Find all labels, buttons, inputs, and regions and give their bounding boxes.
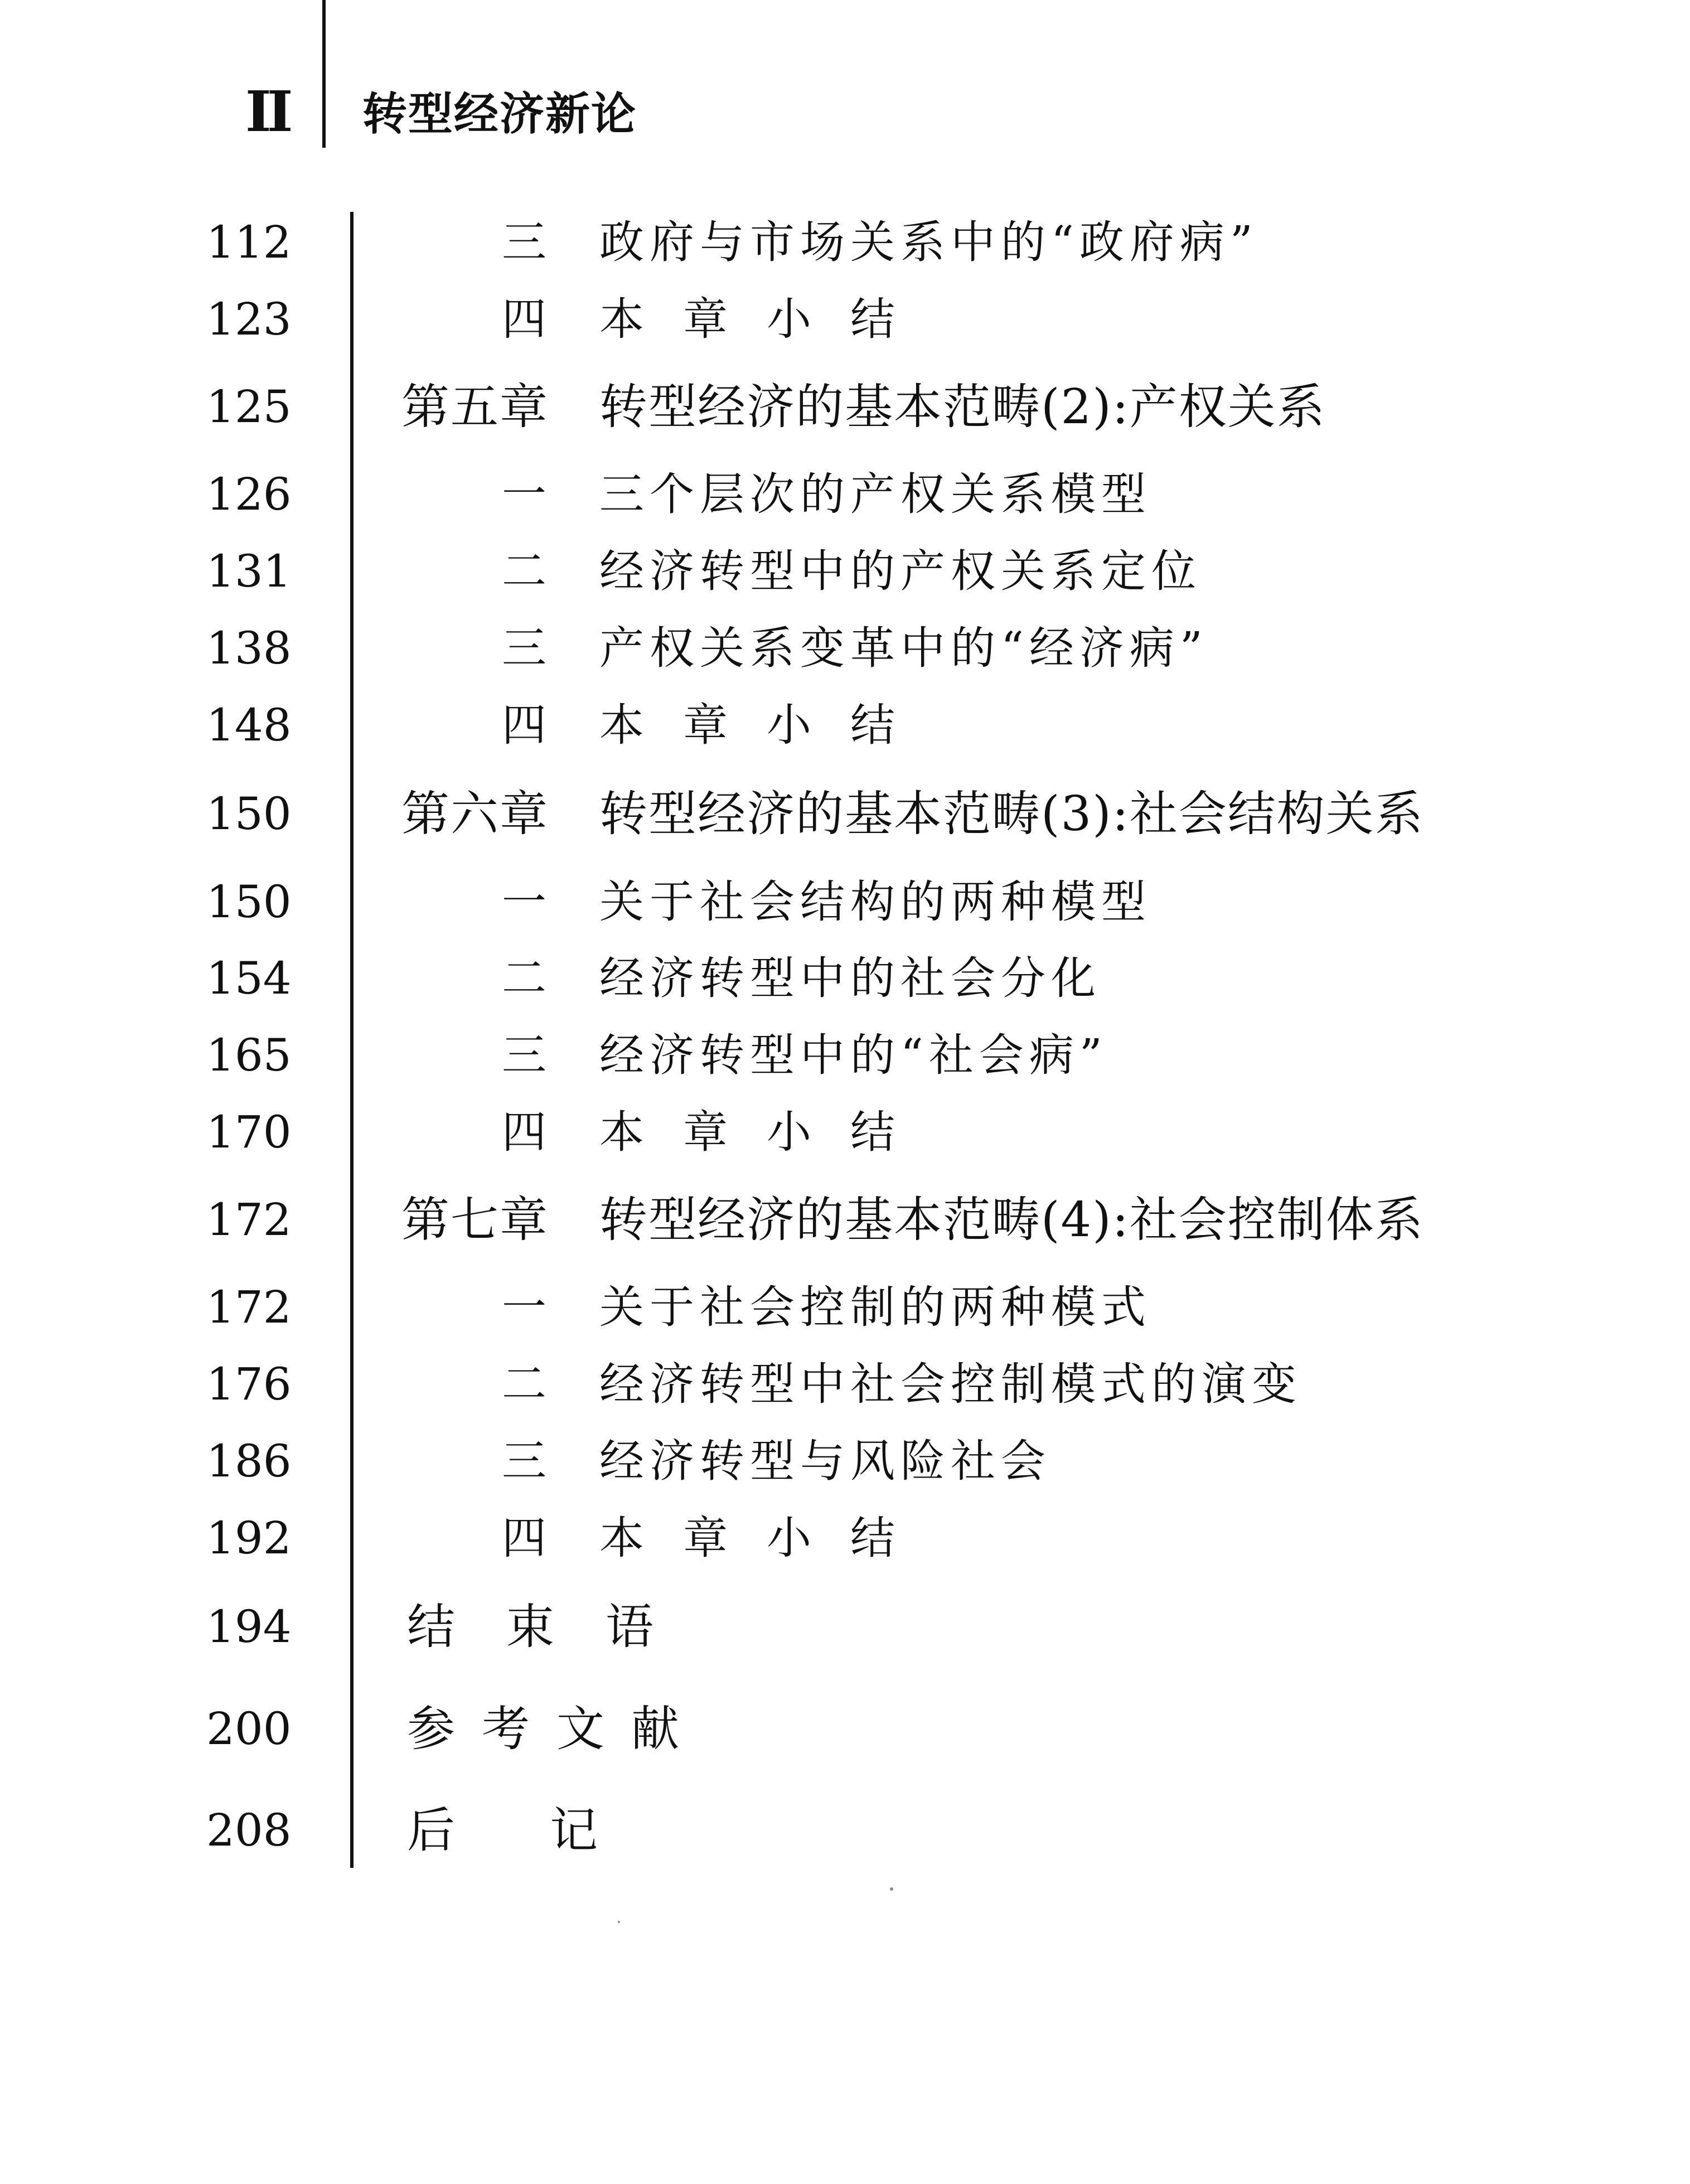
- toc-page-number: 123: [206, 293, 292, 345]
- book-title: 转型经济新论: [362, 88, 637, 140]
- toc-entry[interactable]: [0, 535, 1690, 608]
- section-number: 二: [502, 952, 546, 1004]
- toc-entry[interactable]: [0, 458, 1690, 531]
- toc-page-number: 150: [206, 876, 292, 928]
- section-title: 本章小结: [599, 293, 934, 345]
- toc-entry[interactable]: [0, 1019, 1690, 1092]
- section-number: 一: [502, 468, 546, 520]
- references-title: 参考文献: [407, 1701, 706, 1757]
- toc-page-number: 148: [206, 699, 292, 751]
- toc-page-number: 186: [206, 1435, 292, 1487]
- toc-page-number: 112: [206, 216, 292, 268]
- toc-page-number: 154: [206, 952, 292, 1004]
- section-title: 关于社会控制的两种模式: [599, 1281, 1151, 1333]
- toc-entry[interactable]: [0, 1348, 1690, 1421]
- section-number: 四: [502, 1106, 546, 1158]
- header-divider: [322, 0, 326, 148]
- toc-page-number: 138: [206, 622, 292, 674]
- section-number: 一: [502, 876, 546, 928]
- toc-entry[interactable]: [0, 866, 1690, 938]
- section-title: 经济转型中的“社会病”: [599, 1029, 1108, 1081]
- toc-page-number: 176: [206, 1358, 292, 1410]
- section-number: 三: [502, 216, 546, 268]
- toc-page-number: 194: [206, 1601, 292, 1653]
- toc-page-number: 192: [206, 1512, 292, 1564]
- section-title: 三个层次的产权关系模型: [599, 468, 1151, 520]
- toc-page-number: 170: [206, 1106, 292, 1158]
- toc-page-number: 208: [206, 1804, 292, 1856]
- section-title: 经济转型中的社会分化: [599, 952, 1101, 1004]
- section-number: 三: [502, 1029, 546, 1081]
- chapter-title: 转型经济的基本范畴(3):社会结构关系: [599, 786, 1424, 842]
- toc-chapter-entry[interactable]: [0, 778, 1690, 850]
- scan-speck: [618, 1921, 620, 1923]
- section-title: 关于社会结构的两种模型: [599, 876, 1151, 928]
- toc-entry[interactable]: [0, 1096, 1690, 1169]
- section-title: 本章小结: [599, 1512, 934, 1564]
- postscript-title: 后记: [407, 1803, 693, 1858]
- toc-entry[interactable]: [0, 942, 1690, 1015]
- toc-entry[interactable]: [0, 206, 1690, 279]
- scan-speck: [890, 1887, 893, 1891]
- toc-chapter-entry[interactable]: [0, 1184, 1690, 1256]
- section-title: 本章小结: [599, 699, 934, 751]
- chapter-title: 转型经济的基本范畴(2):产权关系: [599, 379, 1326, 435]
- section-number: 三: [502, 622, 546, 674]
- section-number: 四: [502, 1512, 546, 1564]
- page-numeral: II: [245, 79, 289, 144]
- toc-page-number: 131: [206, 545, 292, 597]
- section-number: 二: [502, 545, 546, 597]
- section-number: 二: [502, 1358, 546, 1410]
- toc-entry[interactable]: [0, 1425, 1690, 1498]
- toc-page-number: 172: [206, 1281, 292, 1333]
- section-title: 产权关系变革中的“经济病”: [599, 622, 1208, 674]
- section-number: 四: [502, 293, 546, 345]
- toc-page-number: 150: [206, 788, 292, 840]
- toc-entry[interactable]: [0, 689, 1690, 762]
- section-title: 经济转型中的产权关系定位: [599, 545, 1202, 597]
- chapter-title: 转型经济的基本范畴(4):社会控制体系: [599, 1192, 1424, 1248]
- toc-backmatter-entry[interactable]: [0, 1693, 1690, 1765]
- section-title: 经济转型中社会控制模式的演变: [599, 1358, 1302, 1410]
- toc-page-number: 172: [206, 1194, 292, 1246]
- toc-backmatter-entry[interactable]: [0, 1794, 1690, 1867]
- toc-entry[interactable]: [0, 1502, 1690, 1575]
- chapter-label: 第五章: [401, 379, 549, 435]
- toc-entry[interactable]: [0, 612, 1690, 685]
- toc-entry[interactable]: [0, 283, 1690, 356]
- section-title: 政府与市场关系中的“政府病”: [599, 216, 1258, 268]
- toc-chapter-entry[interactable]: [0, 371, 1690, 443]
- toc-backmatter-entry[interactable]: [0, 1591, 1690, 1663]
- toc-page-number: 200: [206, 1703, 292, 1755]
- section-title: 本章小结: [599, 1106, 934, 1158]
- conclusion-title: 结束语: [407, 1599, 705, 1655]
- toc-page-number: 165: [206, 1029, 292, 1081]
- toc-entry[interactable]: [0, 1271, 1690, 1344]
- section-number: 四: [502, 699, 546, 751]
- toc-page-number: 125: [206, 381, 292, 433]
- section-title: 经济转型与风险社会: [599, 1435, 1051, 1487]
- section-number: 一: [502, 1281, 546, 1333]
- section-number: 三: [502, 1435, 546, 1487]
- chapter-label: 第七章: [401, 1192, 549, 1248]
- chapter-label: 第六章: [401, 786, 549, 842]
- toc-page-number: 126: [206, 468, 292, 520]
